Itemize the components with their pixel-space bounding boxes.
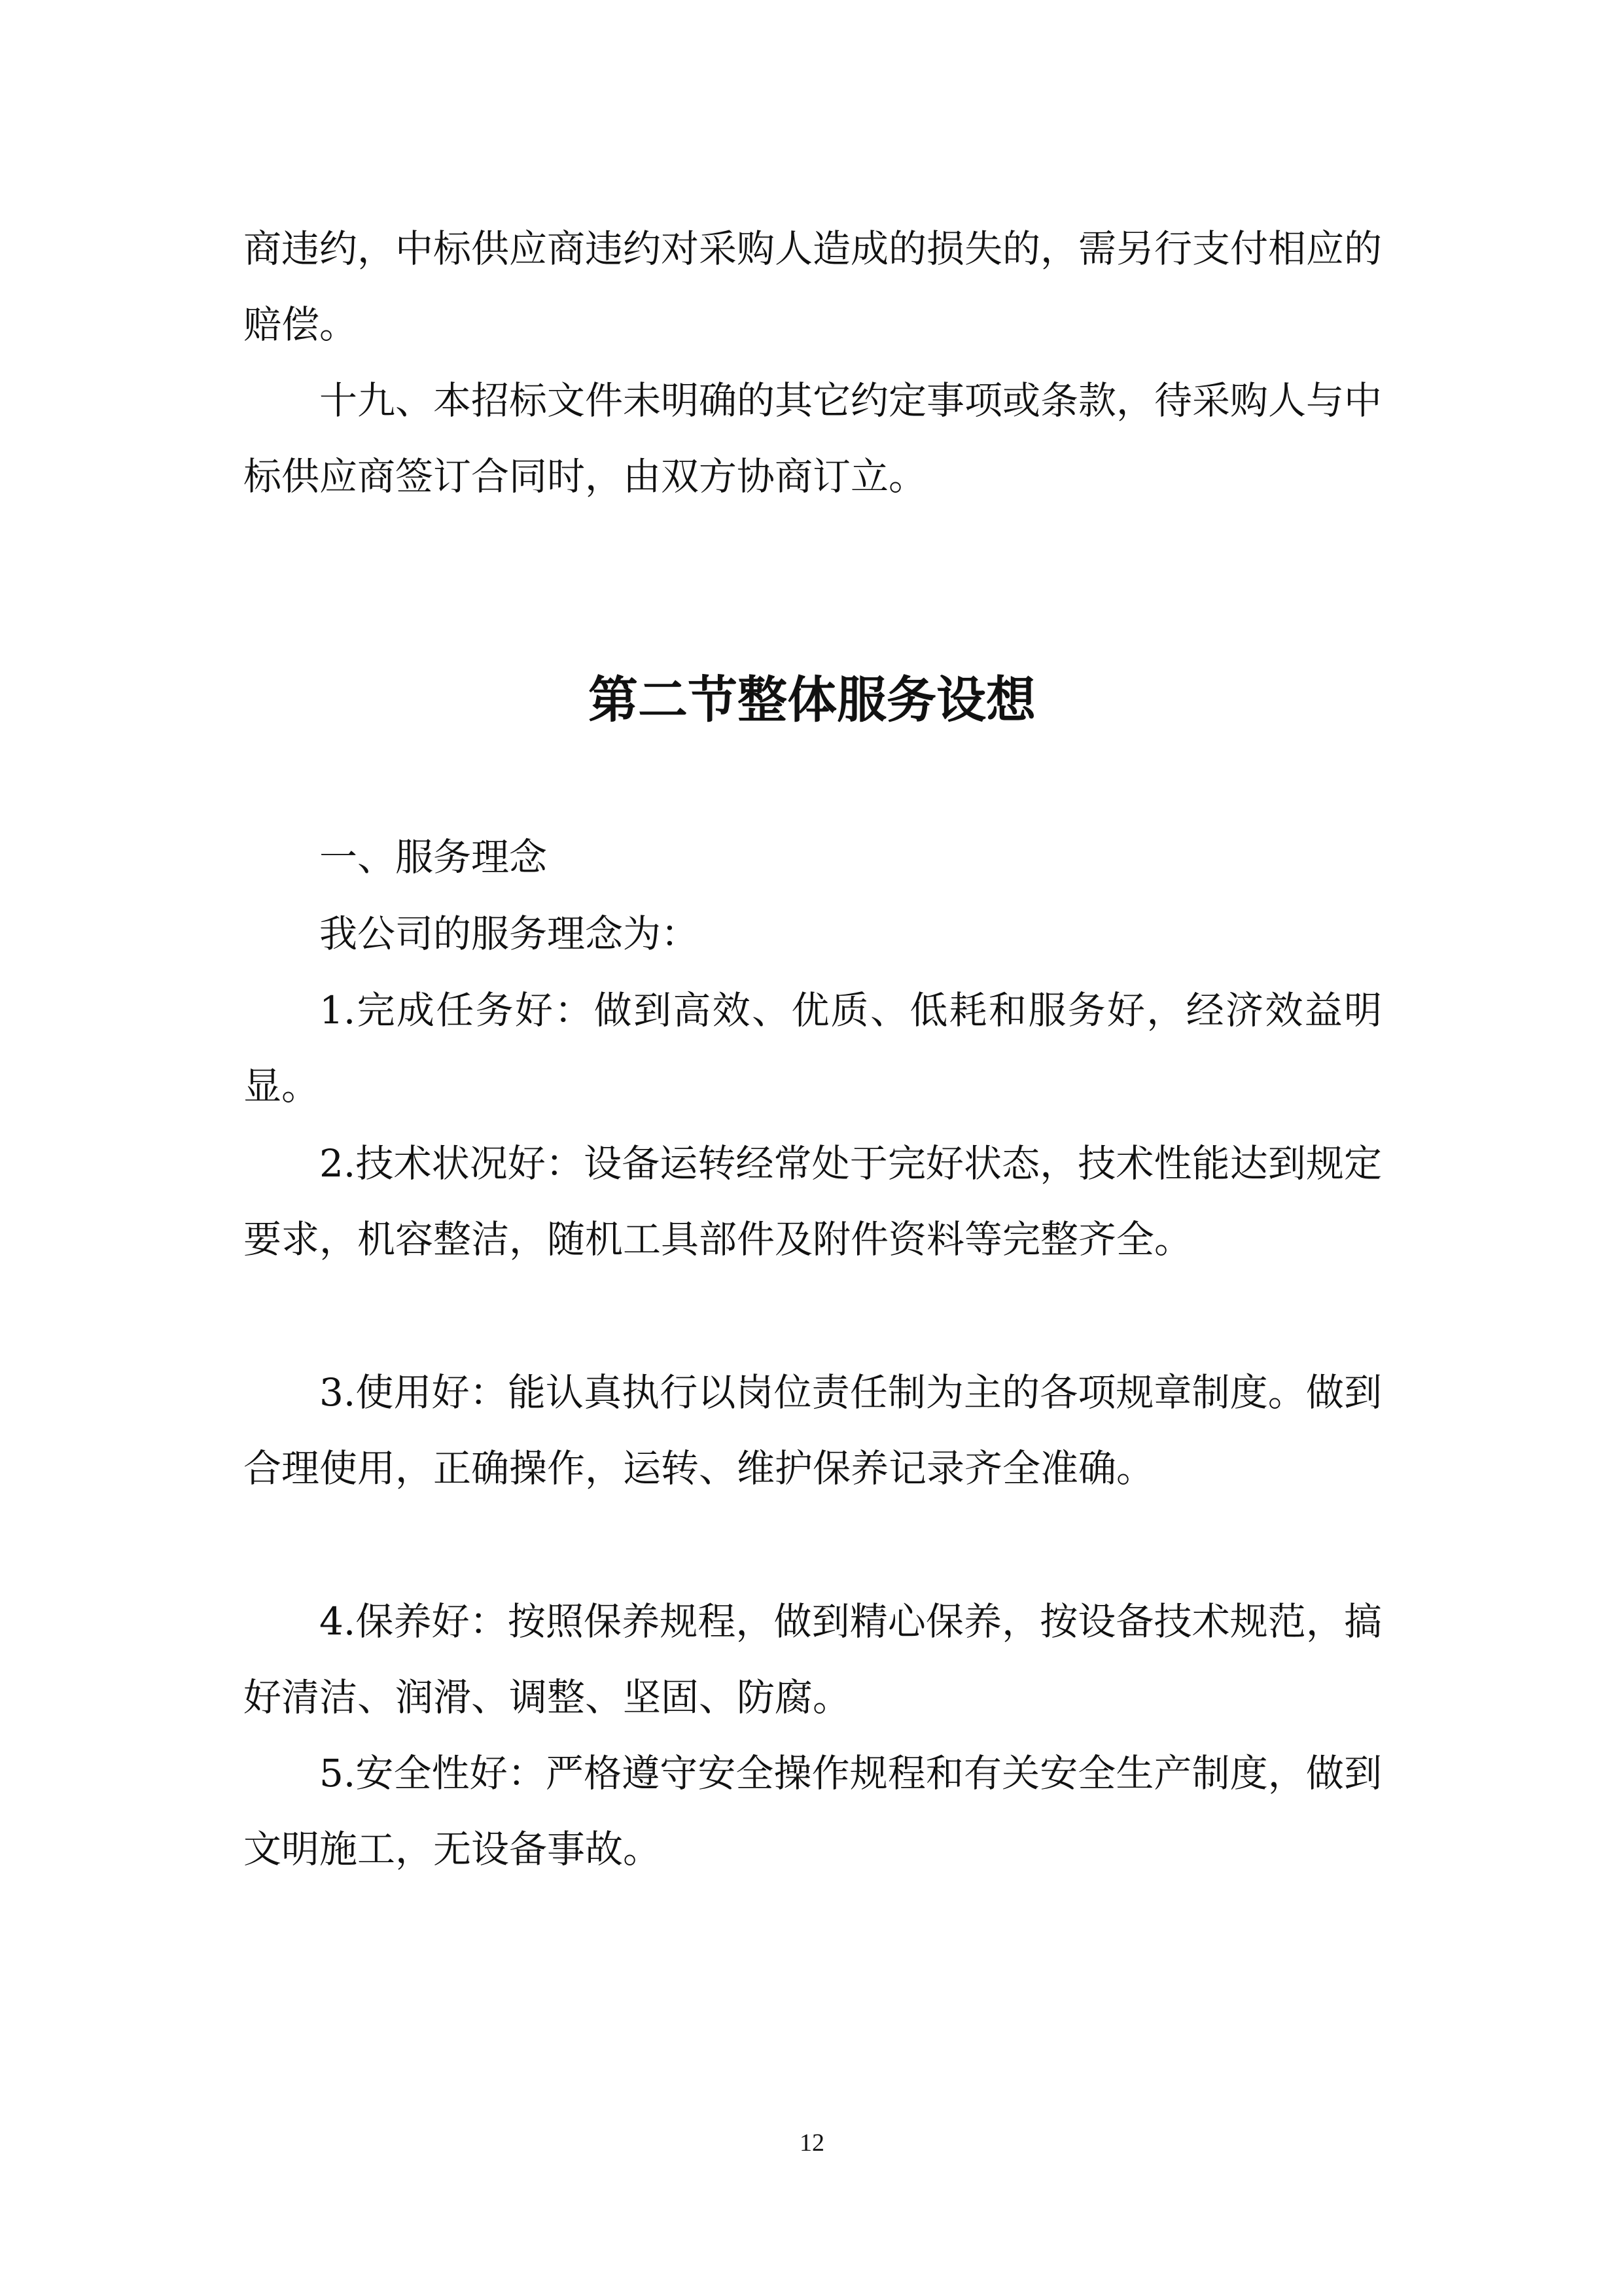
subsection-heading: 一、服务理念 (319, 835, 548, 879)
list-item: 4.保养好：按照保养规程，做到精心保养，按设备技术规范，搞好清洁、润滑、调整、坚固、防腐。 (243, 1599, 1382, 1720)
list-item: 2.技术状况好：设备运转经常处于完好状态，技术性能达到规定要求，机容整洁，随机工具部件及附件资料等完整齐全。 (243, 1141, 1382, 1262)
list-item: 5.安全性好：严格遵守安全操作规程和有关安全生产制度，做到文明施工，无设备事故。 (243, 1751, 1382, 1871)
page-number: 12 (800, 2129, 824, 2157)
list-item: 1.完成任务好：做到高效、优质、低耗和服务好，经济效益明显。 (243, 988, 1382, 1108)
list-item: 3.使用好：能认真执行以岗位责任制为主的各项规章制度。做到合理使用，正确操作，运转、维护保养记录齐全准确。 (243, 1370, 1382, 1491)
section-title: 第二节整体服务设想 (588, 671, 1036, 729)
continuation-paragraph: 商违约，中标供应商违约对采购人造成的损失的，需另行支付相应的赔偿。 (243, 226, 1383, 347)
intro-paragraph: 我公司的服务理念为： (319, 911, 699, 956)
clause-19-paragraph: 十九、本招标文件未明确的其它约定事项或条款，待采购人与中标供应商签订合同时，由双方协商订立。 (243, 378, 1383, 499)
